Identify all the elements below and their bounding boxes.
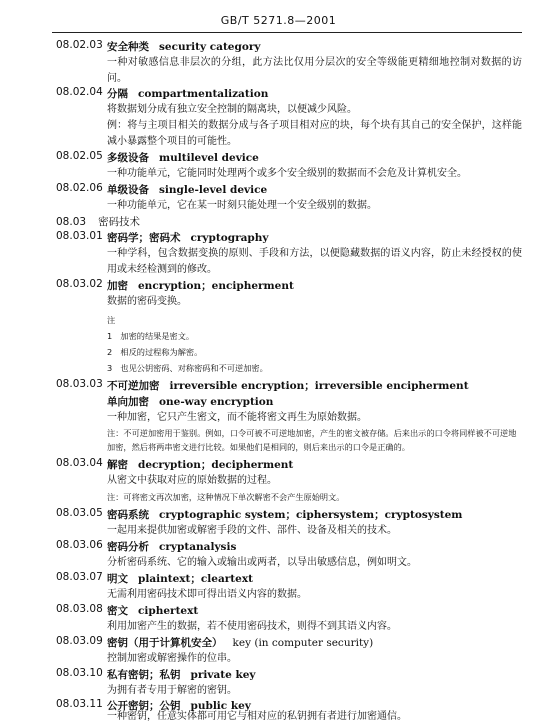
term-zh: 分隔 bbox=[107, 88, 128, 100]
term-en: encryption；encipherment bbox=[138, 280, 294, 292]
entry-term bbox=[107, 86, 268, 101]
term-zh: 明文 bbox=[107, 573, 128, 585]
section-title: 密码技术 bbox=[98, 216, 141, 228]
term-en: security category bbox=[159, 41, 261, 53]
entry-number: 08.03.05 bbox=[56, 507, 103, 519]
entry-number: 08.03.09 bbox=[56, 635, 103, 647]
term-zh: 密码学；密码术 bbox=[107, 232, 181, 244]
term-zh: 不可逆加密 bbox=[107, 380, 160, 392]
term-en: cryptographic system；ciphersystem；cryptosystem bbox=[159, 509, 463, 521]
section-heading bbox=[56, 214, 140, 229]
entry-number: 08.03.01 bbox=[56, 230, 103, 242]
entry-definition: 无需利用密码技术即可得出语义内容的数据。 bbox=[107, 589, 307, 600]
term-en: public key bbox=[190, 700, 251, 712]
term-en: one-way encryption bbox=[159, 396, 274, 408]
entry-number: 08.02.04 bbox=[56, 86, 103, 98]
notes-label: 注 bbox=[107, 315, 116, 325]
term-zh: 解密 bbox=[107, 459, 128, 471]
entry-definition: 一起用来提供加密或解密手段的文件、部件、设备及相关的技术。 bbox=[107, 525, 397, 536]
term-zh: 公开密钥；公钥 bbox=[107, 700, 181, 712]
term-en: decryption；decipherment bbox=[138, 459, 294, 471]
term-zh: 单向加密 bbox=[107, 396, 149, 408]
entry-term bbox=[107, 378, 469, 393]
term-zh: 私有密钥；私钥 bbox=[107, 669, 181, 681]
entry-definition: 数据的密码变换。 bbox=[107, 296, 187, 307]
entry-definition: 从密文中获取对应的原始数据的过程。 bbox=[107, 475, 277, 486]
term-en: single-level device bbox=[159, 184, 268, 196]
entry-example: 例：将与主项目相关的数据分成与各子项目相对应的块，每个块有其自己的安全保护，这样能减小暴露整个项目的可能性。 bbox=[107, 120, 522, 147]
entry-term-synonym bbox=[107, 394, 273, 409]
term-en: irreversible encryption；irreversible encipherment bbox=[169, 380, 469, 392]
entry-definition: 一种对敏感信息非层次的分组，此方法比仅用分层次的安全等级能更精细地控制对数据的访问。 bbox=[107, 57, 522, 84]
term-en: private key bbox=[190, 669, 256, 681]
entry-number: 08.03.03 bbox=[56, 378, 103, 390]
entry-number: 08.02.05 bbox=[56, 150, 103, 162]
entry-term bbox=[107, 278, 294, 293]
entry-term bbox=[107, 635, 373, 650]
entry-number: 08.02.03 bbox=[56, 39, 103, 51]
section-number: 08.03 bbox=[56, 216, 87, 228]
entry-definition: 一种加密，它只产生密文，而不能将密文再生为原始数据。 bbox=[107, 412, 367, 423]
entry-definition: 为拥有者专用于解密的密钥。 bbox=[107, 685, 237, 696]
term-zh: 密码分析 bbox=[107, 541, 149, 553]
entry-definition: 控制加密或解密操作的位串。 bbox=[107, 653, 237, 664]
term-en: multilevel device bbox=[159, 152, 259, 164]
term-zh: 多级设备 bbox=[107, 152, 149, 164]
term-en: cryptanalysis bbox=[159, 541, 237, 553]
note-item: 3 也见公钥密码、对称密码和不可逆加密。 bbox=[107, 363, 268, 373]
entry-definition: 利用加密产生的数据，若不使用密码技术，则得不到其语义内容。 bbox=[107, 621, 397, 632]
entry-number: 08.03.04 bbox=[56, 457, 103, 469]
page-header-title: GB/T 5271.8—2001 bbox=[220, 14, 337, 27]
entry-note: 注：不可逆加密用于鉴别。例如，口令可被不可逆地加密，产生的密文被存储。后来出示的口令将同样被不可逆地加密，然后将两串密文进行比较。如果他们是相同的，则后来出示的口令是正确的。 bbox=[107, 428, 517, 452]
term-en: cryptography bbox=[190, 232, 269, 244]
entry-number: 08.03.10 bbox=[56, 667, 103, 679]
note-item: 2 相反的过程称为解密。 bbox=[107, 347, 203, 357]
term-en: ciphertext bbox=[138, 605, 199, 617]
entry-term bbox=[107, 230, 268, 245]
term-zh: 密码系统 bbox=[107, 509, 149, 521]
entry-number: 08.03.06 bbox=[56, 539, 103, 551]
header-rule bbox=[52, 32, 522, 33]
entry-number: 08.02.06 bbox=[56, 182, 103, 194]
entry-number: 08.03.07 bbox=[56, 571, 103, 583]
entry-term bbox=[107, 539, 236, 554]
entry-definition: 分析密码系统、它的输入或输出或两者，以导出敏感信息，例如明文。 bbox=[107, 557, 417, 568]
entry-definition: 一种密钥，任意实体都可用它与相对应的私钥拥有者进行加密通信。 bbox=[107, 711, 407, 722]
term-zh: 加密 bbox=[107, 280, 128, 292]
entry-definition: 一种功能单元，它能同时处理两个或多个安全级别的数据而不会危及计算机安全。 bbox=[107, 168, 467, 179]
entry-definition: 将数据划分成有独立安全控制的隔离块，以便减少风险。 bbox=[107, 104, 357, 115]
term-zh: 安全种类 bbox=[107, 41, 149, 53]
entry-term bbox=[107, 667, 256, 682]
term-zh: 密文 bbox=[107, 605, 128, 617]
term-zh: 密钥（用于计算机安全） bbox=[107, 637, 223, 649]
entry-term bbox=[107, 39, 260, 54]
entry-note: 注：可将密文再次加密，这种情况下单次解密不会产生原始明文。 bbox=[107, 492, 345, 502]
entry-term bbox=[107, 182, 267, 197]
entry-number: 08.03.02 bbox=[56, 278, 103, 290]
term-zh: 单级设备 bbox=[107, 184, 149, 196]
entry-term bbox=[107, 150, 259, 165]
entry-number: 08.03.11 bbox=[56, 698, 103, 710]
entry-term bbox=[107, 507, 462, 522]
entry-term bbox=[107, 603, 198, 618]
entry-number: 08.03.08 bbox=[56, 603, 103, 615]
term-en: plaintext；cleartext bbox=[138, 573, 253, 585]
term-en: compartmentalization bbox=[138, 88, 269, 100]
term-en: key (in computer security) bbox=[232, 637, 374, 649]
entry-definition: 一种功能单元，它在某一时刻只能处理一个安全级别的数据。 bbox=[107, 200, 377, 211]
entry-definition: 一种学科，包含数据变换的原则、手段和方法，以便隐藏数据的语义内容，防止未经授权的使用或未经检测到的修改。 bbox=[107, 248, 522, 275]
entry-term bbox=[107, 457, 293, 472]
entry-term bbox=[107, 571, 253, 586]
note-item: 1 加密的结果是密文。 bbox=[107, 331, 195, 341]
